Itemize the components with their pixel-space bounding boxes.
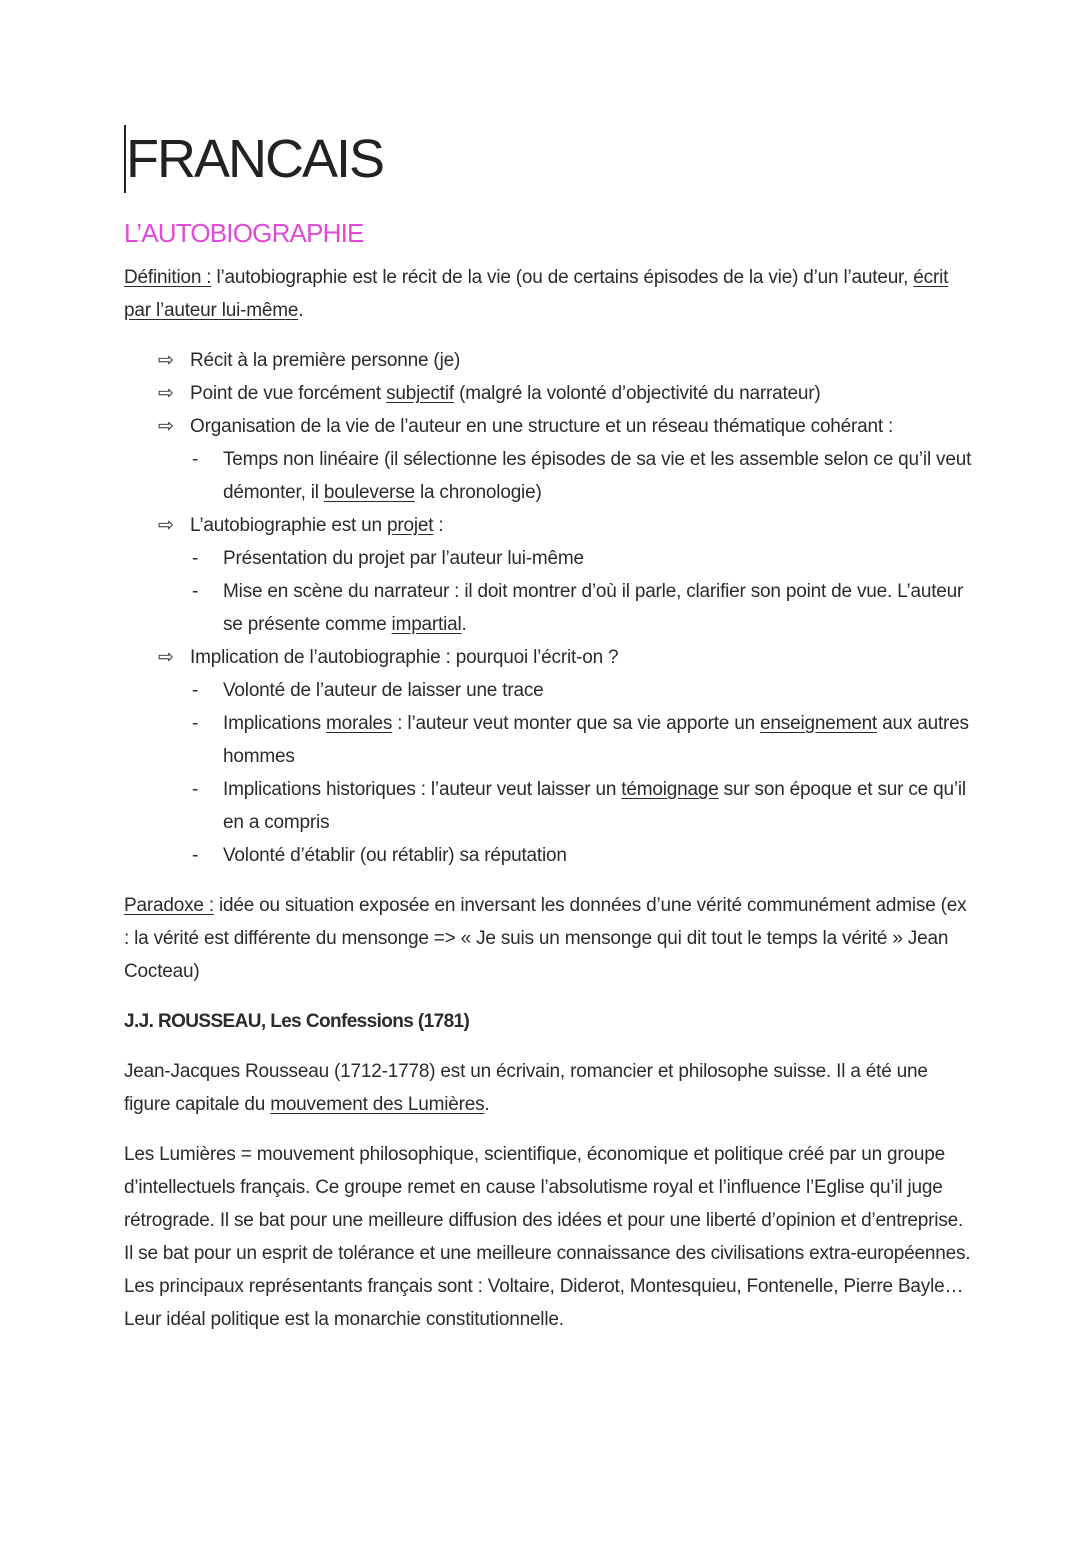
subpoint-text: Temps non linéaire (il sélectionne les épisodes de sa vie et les assemble selon ce qu’il veut démonter, il	[223, 449, 972, 503]
rousseau-bio	[124, 1055, 974, 1121]
arrow-list-implication	[124, 641, 974, 674]
dash-icon: -	[192, 449, 199, 470]
point-text: Implication de l’autobiographie : pourquoi l’écrit-on ?	[190, 647, 619, 668]
arrow-icon: ⇨	[158, 515, 174, 536]
rousseau-bio-text: Jean-Jacques Rousseau (1712-1778) est un écrivain, romancier et philosophe suisse. Il a été une figure capitale du	[124, 1061, 928, 1115]
subpoint-underlined: impartial	[391, 614, 462, 635]
page-title: FRANCAIS	[126, 129, 384, 189]
subpoint-text-middle: : l’auteur veut monter que sa vie apporte un	[392, 713, 761, 734]
paradoxe-label: Paradoxe :	[124, 895, 214, 916]
document-content	[124, 125, 974, 1336]
arrow-icon: ⇨	[158, 647, 174, 668]
definition-underlined: écrit par l’auteur lui-même	[124, 267, 949, 321]
list-item	[124, 674, 974, 707]
point-text: Récit à la première personne (je)	[190, 350, 461, 371]
point-text-after: (malgré la volonté d’objectivité du narrateur)	[453, 383, 821, 404]
list-item	[124, 377, 974, 410]
dash-list-organisation	[124, 443, 974, 509]
dash-icon: -	[192, 845, 199, 866]
dash-icon: -	[192, 581, 199, 602]
rousseau-bio-underlined: mouvement des Lumières	[270, 1094, 485, 1115]
arrow-icon: ⇨	[158, 350, 174, 371]
list-item	[124, 410, 974, 443]
arrow-icon: ⇨	[158, 416, 174, 437]
subpoint-text-after: aux autres hommes	[223, 713, 969, 767]
rousseau-heading: J.J. ROUSSEAU, Les Confessions (1781)	[124, 1011, 470, 1032]
list-item	[124, 707, 974, 773]
arrow-list-projet	[124, 509, 974, 542]
section-title: L’AUTOBIOGRAPHIE	[124, 218, 364, 248]
dash-icon: -	[192, 779, 199, 800]
rousseau-bio-end: .	[484, 1094, 490, 1115]
dash-icon: -	[192, 680, 199, 701]
subpoint-text: Volonté d’établir (ou rétablir) sa réputation	[223, 845, 567, 866]
list-item	[124, 443, 974, 509]
subpoint-underlined: témoignage	[621, 779, 719, 800]
list-item	[124, 542, 974, 575]
subpoint-text-after: sur son époque et sur ce qu’il en a compris	[223, 779, 966, 833]
list-item	[124, 509, 974, 542]
subpoint-text-after: la chronologie)	[414, 482, 542, 503]
list-item	[124, 773, 974, 839]
arrow-list	[124, 344, 974, 443]
subpoint-underlined: bouleverse	[323, 482, 415, 503]
definition-end: .	[298, 300, 304, 321]
dash-icon: -	[192, 548, 199, 569]
point-text-after: :	[433, 515, 444, 536]
list-item	[124, 344, 974, 377]
point-text: Point de vue forcément	[190, 383, 387, 404]
paradoxe-text: idée ou situation exposée en inversant les données d’une vérité communément admise (ex : la vérité est différente du mensonge => « Je suis un mensonge qui dit tout le temps la vérité » Jean Cocteau)	[124, 895, 967, 982]
arrow-icon: ⇨	[158, 383, 174, 404]
point-underlined: projet	[386, 515, 434, 536]
dash-icon: -	[192, 713, 199, 734]
list-item	[124, 839, 974, 872]
dash-list-implication	[124, 674, 974, 872]
list-item	[124, 575, 974, 641]
subpoint-text: Implications	[223, 713, 326, 734]
subpoint-text: Mise en scène du narrateur : il doit montrer d’où il parle, clarifier son point de vue. L’auteur se présente comme	[223, 581, 964, 635]
paradoxe-paragraph	[124, 889, 974, 988]
subpoint-text: Présentation du projet par l’auteur lui-même	[223, 548, 584, 569]
lumieres-paragraph: Les Lumières = mouvement philosophique, scientifique, économique et politique créé par un groupe d’intellectuels français. Ce groupe remet en cause l’absolutisme royal et l’influence l’Eglise qu’il juge rétrograde. Il se bat pour une meilleure diffusion des idées et pour une liberté d’opinion et d’entreprise. Il se bat pour un esprit de tolérance et une meilleure connaissance des civilisations extra-européennes. Les principaux représentants français sont : Voltaire, Diderot, Montesquieu, Fontenelle, Pierre Bayle… Leur idéal politique est la monarchie constitutionnelle.	[124, 1144, 971, 1330]
definition-text: l’autobiographie est le récit de la vie (ou de certains épisodes de la vie) d’un l’auteur,	[211, 267, 914, 288]
list-item	[124, 641, 974, 674]
subpoint-underlined: morales	[326, 713, 393, 734]
dash-list-projet	[124, 542, 974, 641]
point-text: Organisation de la vie de l’auteur en une structure et un réseau thématique cohérant :	[190, 416, 894, 437]
subpoint-text: Volonté de l’auteur de laisser une trace	[223, 680, 544, 701]
definition-paragraph	[124, 261, 974, 327]
definition-label: Définition :	[124, 267, 212, 288]
point-underlined: subjectif	[386, 383, 454, 404]
subpoint-underlined-2: enseignement	[760, 713, 878, 734]
subpoint-text-after: .	[461, 614, 467, 635]
point-text: L’autobiographie est un	[190, 515, 387, 536]
subpoint-text: Implications historiques : l’auteur veut laisser un	[223, 779, 622, 800]
